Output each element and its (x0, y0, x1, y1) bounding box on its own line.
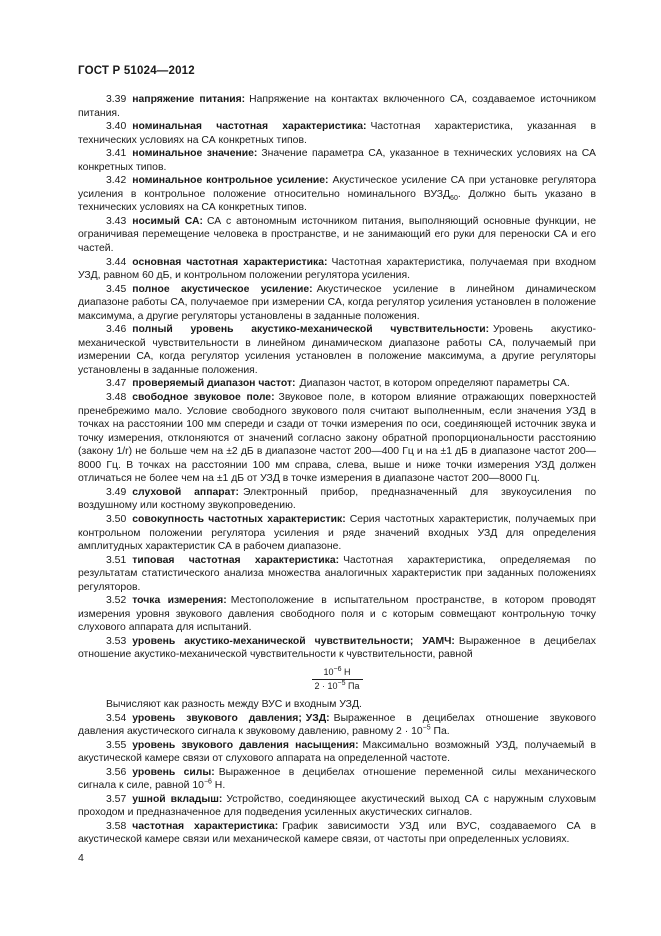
definition-number: 3.40 (106, 121, 127, 133)
definition-item (78, 513, 596, 554)
definition-item (78, 323, 596, 377)
definition-term-abbreviation: УЗД: (305, 712, 330, 724)
definition-term: точка измерения: (132, 595, 227, 607)
formula-note: Вычисляют как разность между ВУС и входным УЗД. (106, 698, 362, 710)
definition-term: частотная характеристика: (132, 820, 279, 832)
definition-text: Напряжение на контактах включенного СА, создаваемое источником питания. (78, 94, 596, 119)
definition-term: свободное звуковое поле: (132, 392, 275, 404)
definition-text: Местоположение в испытательном пространстве, в котором проводят измерения уровня звукового давления свободного поля и с которым совмещают контрольную точку слухового аппарата для испытаний. (78, 595, 596, 634)
definition-number: 3.47 (106, 378, 127, 390)
definition-item (78, 594, 596, 635)
definition-term: слуховой аппарат: (132, 486, 239, 498)
definition-item (78, 120, 596, 147)
definition-number: 3.56 (106, 766, 127, 778)
definition-text: Электронный прибор, предназначенный для звукоусиления по воздушному или костному звукопроведению. (78, 486, 597, 512)
definition-number: 3.55 (106, 739, 127, 751)
definition-term: номинальное контрольное усиление: (132, 175, 329, 187)
definition-number: 3.50 (106, 513, 127, 525)
definition-text-continued: Н. (211, 780, 226, 792)
definition-text: Максимально возможный УЗД, получаемый в акустической камере связи от слухового аппарата на определенной частоте. (78, 739, 597, 765)
definition-item (78, 635, 596, 662)
definition-number: 3.51 (106, 554, 127, 566)
definition-text: Выраженное в децибелах отношение звукового давления акустического сигнала к звуковому давлению, равному 2 · 10 (78, 712, 596, 738)
definition-number: 3.54 (106, 712, 127, 724)
formula (78, 667, 596, 692)
definition-item (78, 215, 596, 256)
definition-text: Частотная характеристика, указанная в технических условиях на СА конкретных типов. (78, 121, 597, 146)
formula-fraction (312, 667, 363, 692)
definition-item (78, 147, 596, 174)
definition-term: ушной вкладыш: (132, 793, 223, 805)
definition-item (78, 93, 596, 120)
definition-item (78, 766, 596, 793)
definition-number: 3.52 (106, 595, 127, 607)
definition-subscript: 60 (450, 194, 458, 202)
definition-item (78, 377, 596, 391)
definition-term: основная частотная характеристика: (132, 256, 328, 268)
definition-term: совокупность частотных характеристик: (132, 513, 346, 525)
definition-text: График зависимости УЗД или ВУС, создаваемого СА в акустической камере связи или механической камере связи, от частоты при определенных условиях. (78, 820, 596, 846)
definition-term: уровень звукового давления; (132, 712, 302, 724)
definition-term: проверяемый диапазон частот: (132, 378, 296, 390)
definition-text: Значение параметра СА, указанное в технических условиях на СА конкретных типов. (78, 148, 596, 173)
definition-text: Диапазон частот, в котором определяют параметры СА. (299, 378, 570, 390)
definition-term: полный уровень акустико-механической чувствительности: (132, 324, 490, 336)
definition-term: напряжение питания: (132, 94, 246, 105)
definition-number: 3.39 (106, 94, 127, 105)
definition-term: полное акустическое усиление: (132, 283, 313, 295)
definition-item (78, 174, 596, 215)
definition-number: 3.44 (106, 256, 127, 268)
definition-item (78, 793, 596, 820)
definition-number: 3.46 (106, 324, 127, 336)
definition-item (78, 739, 596, 766)
definition-text: СА с автономным источником питания, выполняющий основные функции, не ограничивая перемещение человека в пространстве, и не занимающий его руки для переноски СА и его частей. (78, 215, 596, 255)
definition-number: 3.48 (106, 392, 127, 404)
definition-superscript: −5 (422, 724, 431, 732)
definition-text: Акустическое усиление в линейном динамическом диапазоне работы СА, получаемое при измерении СА, когда регулятор усиления установлен в положение максимума, а другие регуляторы установлены в заданные положения. (78, 283, 597, 322)
definition-text: Звуковое поле, в котором влияние отражающих поверхностей пренебрежимо мало. Условие свободного звукового поля считают выполненным, если значения УЗД в точках на расстоянии 100 мм спереди и сзади от точки измерения по оси, соединяющей источник звука и точку измерения, отклоняются от значений согласно закону обратной пропорциональности расстоянию (закону 1/r) не больше чем на ±2 дБ в диапазоне частот 200—400 Гц и на ±1 дБ в диапазоне частот 200—8000 Гц. В точках на расстоянии 100 мм справа, слева, выше и ниже точки измерения УЗД должен отличаться не более чем на ±1 дБ от УЗД в точке измерения в диапазоне частот 200—8000 Гц. (78, 392, 597, 485)
definition-number: 3.43 (106, 215, 127, 227)
definition-item (78, 283, 596, 324)
definition-term: уровень акустико-механической чувствительности; УАМЧ: (132, 635, 455, 647)
document-body (78, 93, 596, 847)
definition-item (78, 256, 596, 283)
formula-denominator: $2 \cdot 10^{-5}$ Па (314, 679, 360, 691)
formula-numerator: $10^{-6}$ Н (312, 667, 363, 680)
definition-item (78, 486, 596, 513)
definition-number: 3.53 (106, 635, 127, 647)
definition-item (78, 554, 596, 595)
definition-term: носимый СА: (132, 215, 203, 227)
definition-text: Серия частотных характеристик, получаемых при контрольном положении регулятора усиления и ряде значений входных УЗД для определения амплитудных характеристик СА в рабочем диапазоне. (78, 513, 597, 553)
definition-text: Уровень акустико-механической чувствительности в линейном динамическом диапазоне работы СА, получаемый при измерении СА, когда регулятор усиления установлен в положение максимума, а другие регуляторы установлены в заданные положения. (78, 324, 596, 376)
definition-text: Устройство, соединяющее акустический выход СА с наружным слуховым проходом и предназначенное для подведения усиленных акустических сигналов. (78, 793, 596, 819)
definition-number: 3.58 (106, 820, 127, 832)
definition-term: номинальное значение: (132, 148, 258, 160)
definition-term: типовая частотная характеристика: (132, 554, 340, 566)
definition-text: Выраженное в децибелах отношение переменной силы механического сигнала к силе, равной 10 (78, 766, 596, 792)
definition-text: Акустическое усиление СА при установке регулятора усиления в контрольное положение относительно номинального ВУЗД (78, 175, 596, 200)
document-header: ГОСТ Р 51024—2012 (78, 65, 195, 77)
definition-number: 3.42 (106, 175, 127, 187)
definition-item (78, 391, 596, 486)
definition-text: Частотная характеристика, получаемая при входном УЗД, равном 60 дБ, и контрольном положении регулятора усиления. (78, 256, 596, 282)
definition-number: 3.41 (106, 148, 127, 160)
definition-text-continued: Па. (430, 726, 450, 738)
definition-term: уровень силы: (132, 766, 215, 778)
definitions-list (78, 93, 596, 662)
definition-text: Выраженное в децибелах отношение акустико-механической чувствительности к чувствительности, равной (78, 635, 596, 661)
definition-number: 3.49 (106, 486, 127, 498)
definitions-list-continued (78, 712, 596, 847)
definition-text: Частотная характеристика, определяемая по результатам статистического анализа множества аналогичных характеристик при заданных положениях регуляторов. (78, 554, 596, 593)
definition-item (78, 820, 596, 847)
definition-number: 3.57 (106, 793, 127, 805)
definition-number: 3.45 (106, 283, 127, 295)
definition-item (78, 712, 596, 739)
definition-term: уровень звукового давления насыщения: (132, 739, 359, 751)
definition-text-continued: . Должно быть указано в технических условиях на СА конкретных типов. (78, 188, 596, 214)
definition-superscript: −6 (203, 778, 212, 786)
definition-term: номинальная частотная характеристика: (132, 121, 367, 133)
page-number: 4 (78, 852, 84, 864)
